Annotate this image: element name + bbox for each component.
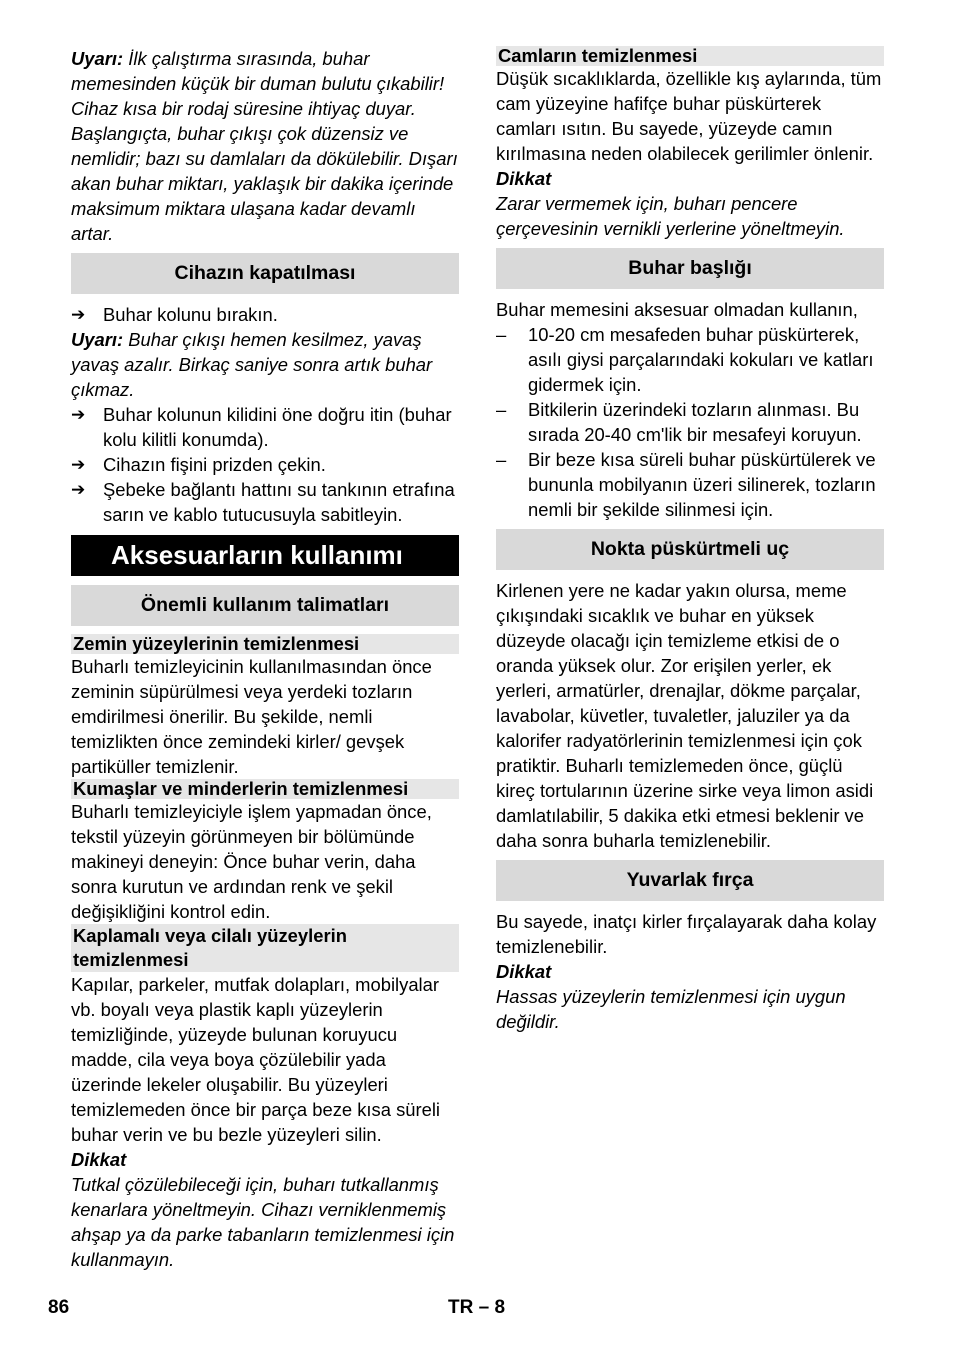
coated-heading: Kaplamalı veya cilalı yüzeylerin temizlenmesi [71, 924, 459, 972]
warning-label-2: Uyarı: [71, 329, 124, 350]
warning-text: İlk çalıştırma sırasında, buhar memesinden küçük bir duman bulutu çıkabilir! Cihaz kısa bir rodaj süresine ihtiyaç duyar. Başlangıçta, buhar çıkışı çok düzensiz ve nemlidir; bazı su damlaları da dökülebilir. Dışarı akan buhar miktarı, yaklaşık bir dakika içerinde maksimum miktara ulaşana kadar devamlı artar. [71, 48, 458, 244]
accessories-heading: Aksesuarların kullanımı [71, 535, 459, 576]
steamhead-intro: Buhar memesini aksesuar olmadan kullanın, [496, 299, 858, 320]
shutdown-step: ➔ Buhar kolunun kilidini öne doğru itin (buhar kolu kilitli konumda). [71, 404, 452, 450]
warning-paragraph [71, 46, 459, 246]
caution-text: Hassas yüzeylerin temizlenmesi için uygun değildir. [496, 986, 846, 1032]
important-heading: Önemli kullanım talimatları [71, 585, 459, 626]
shutdown-step: ➔ Şebeke bağlantı hattını su tankının etrafına sarın ve kablo tutucusuyla sabitleyin. [71, 479, 455, 525]
caution-text: Tutkal çözülebileceği için, buharı tutkallanmış kenarlara yöneltmeyin. Cihazı verniklenmemiş ahşap ya da parke tabanların temizlenmesi için kullanmayın. [71, 1174, 455, 1270]
arrow-icon: ➔ [71, 455, 86, 474]
warning-label: Uyarı: [71, 48, 124, 69]
nozzle-text: Kirlenen yere ne kadar yakın olursa, meme çıkışındaki sıcaklık ve buhar en yüksek düzeyde olacağı için temizleme etkisi de o oranda yüksek olur. Zor erişilen yerler, ek yerleri, armatürler, drenajlar, dökme parçalar, lavabolar, küvetler, tuvaletler, jaluziler ya da kalorifer radyatörlerinin temizlenmesi için çok pratiktir. Buharlı temizlemeden önce, güçlü kireç tortularının üzerine sirke veya limon asidi damlatılabilir, 5 dakika etki etmesi beklenir ve daha sonra buharla temizlenebilir. [496, 580, 874, 851]
shutdown-step: ➔ Buhar kolunu bırakın. [71, 304, 278, 325]
caution-label: Dikkat [71, 1149, 127, 1170]
section-label: TR – 8 [448, 1297, 506, 1318]
caution-label: Dikkat [496, 168, 552, 189]
left-column [71, 46, 459, 1272]
arrow-icon: ➔ [71, 305, 86, 324]
list-item: – Bir beze kısa süreli buhar püskürtülerek ve bununla mobilyanın üzeri silinerek, tozların nemli bir şekilde silinmesi için. [496, 449, 876, 520]
right-column [496, 46, 884, 1034]
list-item: – Bitkilerin üzerindeki tozların alınması. Bu sırada 20-40 cm'lik bir mesafeyi koruyun. [496, 399, 862, 445]
list-item: – 10-20 cm mesafeden buhar püskürterek, asılı giysi parçalarındaki kokuları ve katları gidermek için. [496, 324, 874, 395]
caution-text: Zarar vermemek için, buharı pencere çerçevesinin vernikli yerlerine yöneltmeyin. [496, 193, 845, 239]
warning-paragraph-2 [71, 327, 459, 402]
glass-heading: Camların temizlenmesi [496, 46, 884, 66]
glass-text: Düşük sıcaklıklarda, özellikle kış aylarında, tüm cam yüzeyine hafifçe buhar püskürterek camları ısıtın. Bu sayede, yüzeyde camın kırılmasına neden olabilecek gerilimler önlenir. [496, 68, 882, 164]
fabric-heading: Kumaşlar ve minderlerin temizlenmesi [71, 779, 459, 799]
floor-heading: Zemin yüzeylerinin temizlenmesi [71, 634, 459, 654]
coated-text: Kapılar, parkeler, mutfak dolapları, mobilyalar vb. boyalı veya plastik kaplı yüzeylerin temizliğinde, yüzeyde bulunan koruyucu madde, cila veya boya çözülebilir yada üzerinde lekeler oluşabilir. Bu yüzeyleri temizlemeden önce bir parça beze kısa süreli buhar verin ve bu bezle yüzeyleri silin. [71, 974, 441, 1145]
dash-bullet: – [496, 449, 507, 470]
floor-text: Buharlı temizleyicinin kullanılmasından önce zeminin süpürülmesi veya yerdeki tozların emdirilmesi önerilir. Bu şekilde, nemli temizlikten önce zemindeki kirler/ gevşek partiküller temizlenir. [71, 656, 432, 777]
shutdown-heading: Cihazın kapatılması [71, 253, 459, 294]
fabric-text: Buharlı temizleyiciyle işlem yapmadan önce, tekstil yüzeyin görünmeyen bir bölümünde makineyi deneyin: Önce buhar verin, daha sonra kurutun ve ardından renk ve şekil değişikliğini kontrol edin. [71, 801, 432, 922]
arrow-icon: ➔ [71, 405, 86, 424]
dash-bullet: – [496, 399, 507, 420]
brush-text: Bu sayede, inatçı kirler fırçalayarak daha kolay temizlenebilir. [496, 911, 877, 957]
brush-heading: Yuvarlak fırça [496, 860, 884, 901]
nozzle-heading: Nokta püskürtmeli uç [496, 529, 884, 570]
warning-text-2: Buhar çıkışı hemen kesilmez, yavaş yavaş azalır. Birkaç saniye sonra artık buhar çıkmaz. [71, 329, 433, 400]
steamhead-heading: Buhar başlığı [496, 248, 884, 289]
shutdown-step: ➔ Cihazın fişini prizden çekin. [71, 454, 326, 475]
arrow-icon: ➔ [71, 480, 86, 499]
dash-bullet: – [496, 324, 507, 345]
caution-label: Dikkat [496, 961, 552, 982]
page-number: 86 [48, 1297, 70, 1318]
